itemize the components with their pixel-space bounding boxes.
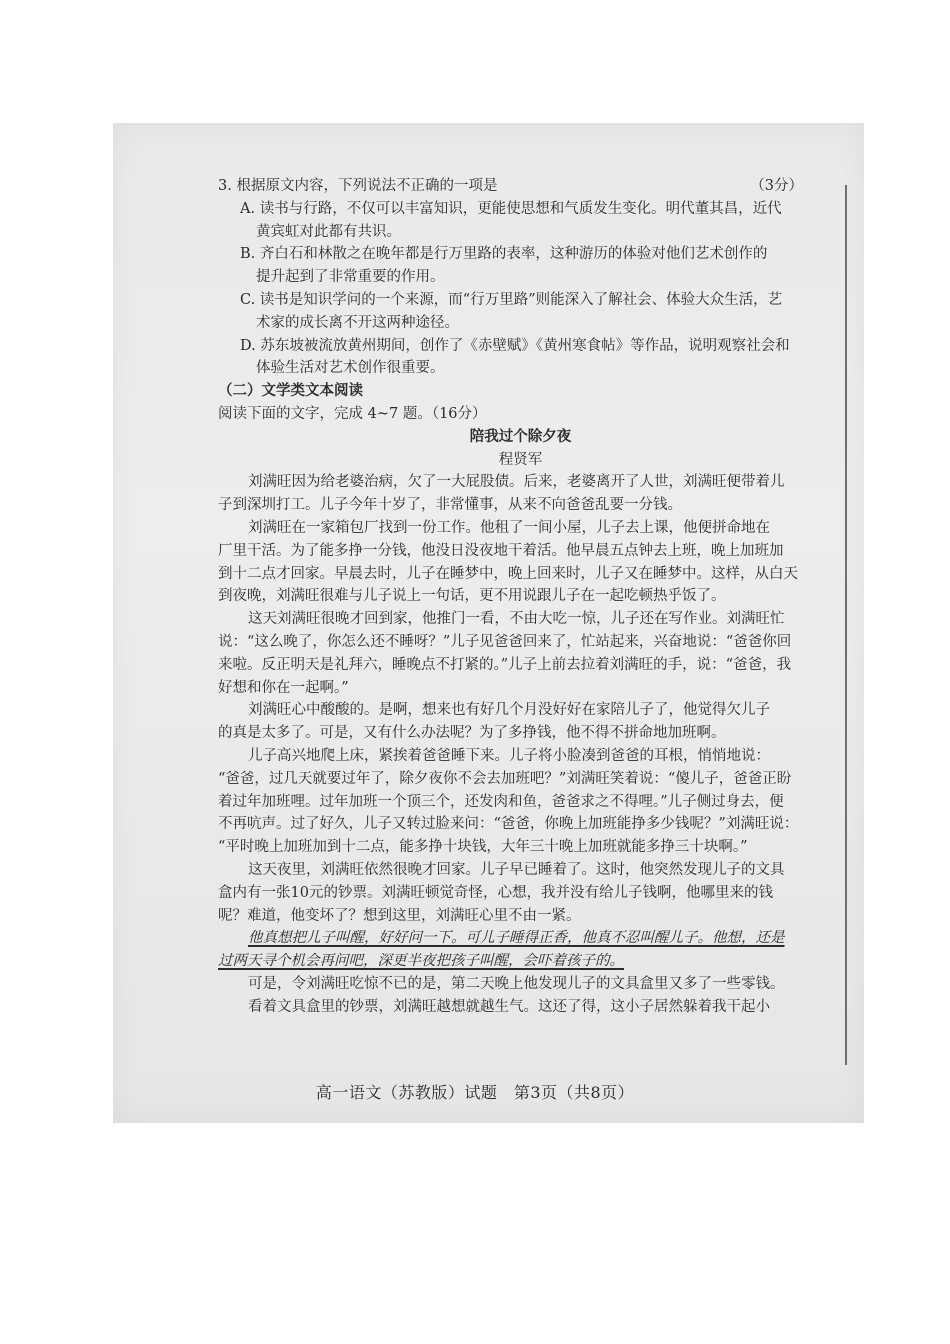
underlined-story-line: 过两天寻个机会再问吧，深更半夜把孩子叫醒，会吓着孩子的。 <box>218 953 624 970</box>
story-line: 厂里干活。为了能多挣一分钱，他没日没夜地干着活。他早晨五点钟去上班，晚上加班加 <box>218 542 784 559</box>
option-d-line-1: D. 苏东坡被流放黄州期间，创作了《赤壁赋》《黄州寒食帖》等作品，说明观察社会和 <box>240 337 790 354</box>
story-line: 着过年加班哩。过年加班一个顶三个，还发肉和鱼，爸爸求之不得哩。”儿子侧过身去，便 <box>218 793 784 810</box>
question-3-score: （3分） <box>750 178 803 194</box>
option-b-line-1: B. 齐白石和林散之在晚年都是行万里路的表率，这种游历的体验对他们艺术创作的 <box>240 246 768 263</box>
story-line: 呢？难道，他变坏了？想到这里，刘满旺心里不由一紧。 <box>218 907 581 924</box>
option-d-line-2: 体验生活对艺术创作很重要。 <box>256 360 445 377</box>
option-a-line-1: A. 读书与行路，不仅可以丰富知识，更能使思想和气质发生变化。明代董其昌，近代 <box>240 200 782 217</box>
story-line: 儿子高兴地爬上床，紧挨着爸爸睡下来。儿子将小脸凑到爸爸的耳根，悄悄地说： <box>248 747 770 764</box>
story-line: 刘满旺心中酸酸的。是啊，想来也有好几个月没好好在家陪儿子了，他觉得欠儿子 <box>248 702 770 719</box>
story-line: 好想和你在一起啊。” <box>218 679 349 696</box>
section-heading: （二）文学类文本阅读 <box>218 382 363 400</box>
story-line: 刘满旺因为给老婆治病，欠了一大屁股债。后来，老婆离开了人世，刘满旺便带着儿 <box>248 474 785 491</box>
question-3-stem: 3. 根据原文内容，下列说法不正确的一项是 <box>218 178 498 194</box>
story-line: 不再吭声。过了好久，儿子又转过脸来问：“爸爸，你晚上加班能挣多少钱呢？”刘满旺说： <box>218 816 799 833</box>
question-3-stem-line <box>218 175 803 198</box>
option-a-line-2: 黄宾虹对此都有共识。 <box>256 223 401 240</box>
story-line: 说：“这么晚了，你怎么还不睡呀？”儿子见爸爸回来了，忙站起来，兴奋地说：“爸爸你回 <box>218 633 792 650</box>
story-line: 看着文具盒里的钞票，刘满旺越想就越生气。这还了得，这小子居然躲着我干起小 <box>248 998 770 1015</box>
story-line: 的真是太多了。可是，又有什么办法呢？为了多挣钱，他不得不拼命地加班啊。 <box>218 725 726 742</box>
story-line: 刘满旺在一家箱包厂找到一份工作。他租了一间小屋，儿子去上课，他便拼命地在 <box>248 519 770 536</box>
story-line: “爸爸，过几天就要过年了，除夕夜你不会去加班吧？”刘满旺笑着说：“傻儿子，爸爸正盼 <box>218 770 792 787</box>
story-title: 陪我过个除夕夜 <box>469 427 572 445</box>
story-line: 到夜晚，刘满旺很难与儿子说上一句话，更不用说跟儿子在一起吃顿热乎饭了。 <box>218 588 726 605</box>
story-line: 这天刘满旺很晚才回到家，他推门一看，不由大吃一惊，儿子还在写作业。刘满旺忙 <box>248 611 785 628</box>
story-author: 程贤军 <box>498 451 543 468</box>
story-line: 来啦。反正明天是礼拜六，睡晚点不打紧的。”儿子上前去拉着刘满旺的手，说：“爸爸，我 <box>218 656 792 673</box>
option-c-line-1: C. 读书是知识学问的一个来源，而“行万里路”则能深入了解社会、体验大众生活，艺 <box>240 291 783 308</box>
page-footer: 高一语文（苏教版）试题 第3页（共8页） <box>315 1083 635 1102</box>
story-line: 盒内有一张10元的钞票。刘满旺顿觉奇怪，心想，我并没有给儿子钱啊，他哪里来的钱 <box>218 884 773 901</box>
story-line: “平时晚上加班加到十二点，能多挣十块钱，大年三十晚上加班就能多挣三十块啊。” <box>218 839 748 856</box>
option-c-line-2: 术家的成长离不开这两种途径。 <box>256 314 459 331</box>
story-line: 到十二点才回家。早晨去时，儿子在睡梦中，晚上回来时，儿子又在睡梦中。这样，从白天 <box>218 565 798 582</box>
underlined-story-line: 他真想把儿子叫醒，好好问一下。可儿子睡得正香，他真不忍叫醒儿子。他想，还是 <box>248 930 785 947</box>
story-line: 可是，令刘满旺吃惊不已的是，第二天晚上他发现儿子的文具盒里又多了一些零钱。 <box>248 975 785 992</box>
binding-margin-line <box>845 185 847 1065</box>
story-line: 这天夜里，刘满旺依然很晚才回家。儿子早已睡着了。这时，他突然发现儿子的文具 <box>248 861 785 878</box>
option-b-line-2: 提升起到了非常重要的作用。 <box>256 269 445 286</box>
page-content <box>218 175 803 1018</box>
story-line: 子到深圳打工。儿子今年十岁了，非常懂事，从来不向爸爸乱要一分钱。 <box>218 497 682 514</box>
section-instruction: 阅读下面的文字，完成 4~7 题。（16分） <box>218 405 487 422</box>
